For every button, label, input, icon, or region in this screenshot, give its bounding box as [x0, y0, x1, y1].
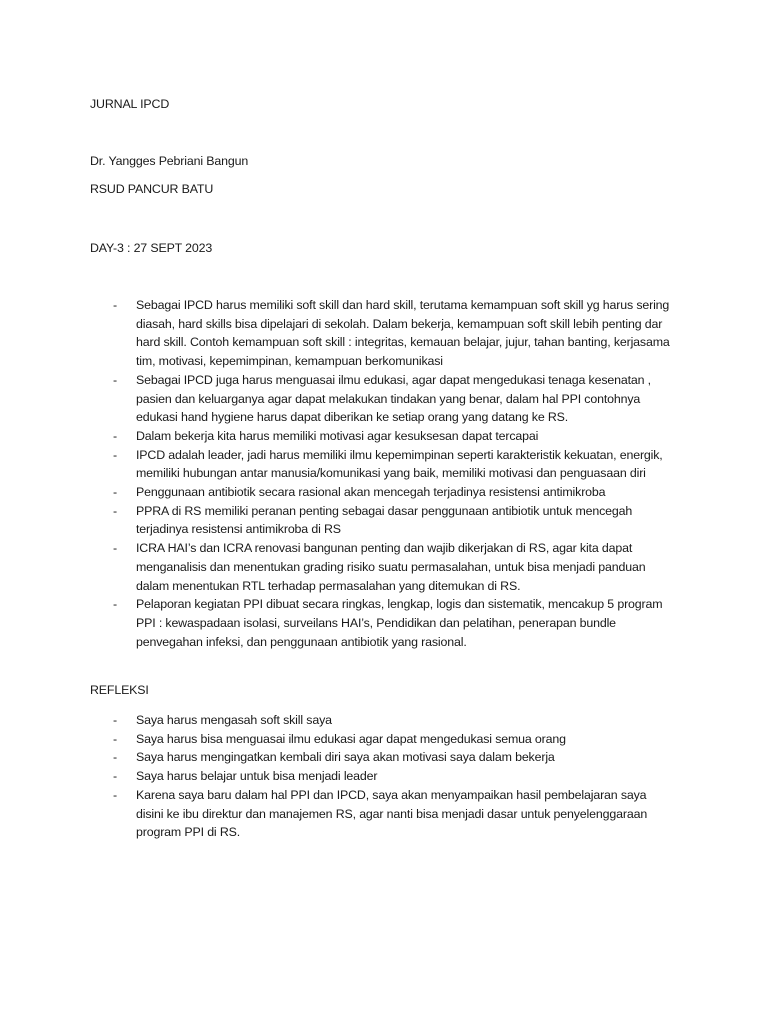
list-item — [0, 296, 676, 371]
bullet-dash: - — [113, 503, 117, 518]
list-item-text: Saya harus mengasah soft skill saya — [136, 713, 332, 727]
list-item-text: Saya harus belajar untuk bisa menjadi leader — [136, 769, 378, 784]
bullet-dash: - — [113, 731, 117, 746]
list-item — [0, 446, 676, 483]
bullet-dash: - — [113, 447, 117, 462]
bullet-dash: - — [113, 713, 117, 727]
reflection-heading: REFLEKSI — [90, 683, 149, 697]
list-item — [0, 711, 676, 730]
list-item — [0, 595, 676, 651]
document-title: JURNAL IPCD — [90, 97, 170, 111]
list-item-text: Penggunaan antibiotik secara rasional akan mencegah terjadinya resistensi antimikroba — [136, 485, 606, 500]
list-item — [0, 748, 676, 767]
list-item — [0, 483, 676, 502]
bullet-dash: - — [113, 541, 117, 556]
list-item-text: Sebagai IPCD juga harus menguasai ilmu edukasi, agar dapat mengedukasi tenaga kesenatan , pasien dan keluarganya agar dapat melakukan tindakan yang benar, dalam hal PPI contohnya edukasi hand hygiene harus dapat diberikan ke setiap orang yang datang ke RS. — [136, 372, 651, 425]
list-item — [0, 371, 676, 427]
bullet-dash: - — [113, 597, 117, 612]
list-item — [0, 539, 676, 595]
list-item-text: Sebagai IPCD harus memiliki soft skill dan hard skill, terutama kemampuan soft skill yg harus sering diasah, hard skills bisa dipelajari di sekolah. Dalam bekerja, kemampuan soft skill lebih penting dar hard skill. Contoh kemampuan soft skill : integritas, kemauan belajar, jujur, tahan banting, kerjasama tim, motivasi, kepemimpinan, kemampuan berkomunikasi — [136, 298, 670, 369]
list-item-text: IPCD adalah leader, jadi harus memiliki ilmu kepemimpinan seperti karakteristik kekuatan, energik, memiliki hubungan antar manusia/komunikasi yang baik, memiliki motivasi dan penguasaan diri — [136, 447, 663, 481]
list-item-text: Saya harus mengingatkan kembali diri saya akan motivasi saya dalam bekerja — [136, 750, 555, 765]
list-item-text: Dalam bekerja kita harus memiliki motivasi agar kesuksesan dapat tercapai — [136, 428, 539, 443]
bullet-dash: - — [113, 372, 117, 387]
bullet-dash: - — [113, 485, 117, 500]
list-item-text: Pelaporan kegiatan PPI dibuat secara ringkas, lengkap, logis dan sistematik, mencakup 5 program PPI : kewaspadaan isolasi, surveilans HAI’s, Pendidikan dan pelatihan, penerapan bundle penvegahan infeksi, dan penggunaan antibiotik yang rasional. — [136, 597, 663, 649]
institution-name: RSUD PANCUR BATU — [90, 182, 214, 196]
reflection-list — [0, 711, 768, 842]
list-item — [0, 767, 676, 786]
list-item-text: ICRA HAI’s dan ICRA renovasi bangunan penting dan wajib dikerjakan di RS, agar kita dapat menganalisis dan menentukan grading risiko suatu permasalahan, untuk bisa menjadi panduan dalam menentukan RTL terhadap permasalahan yang ditemukan di RS. — [136, 541, 646, 593]
list-item-text: Saya harus bisa menguasai ilmu edukasi agar dapat mengedukasi semua orang — [136, 731, 566, 746]
learning-points-list — [0, 296, 768, 651]
bullet-dash: - — [113, 428, 117, 443]
bullet-dash: - — [113, 787, 117, 802]
list-item-text: PPRA di RS memiliki peranan penting sebagai dasar penggunaan antibiotik untuk mencegah terjadinya resistensi antimikroba di RS — [136, 503, 633, 537]
list-item — [0, 786, 676, 842]
bullet-dash: - — [113, 750, 117, 765]
list-item — [0, 427, 676, 446]
list-item — [0, 730, 676, 749]
author-name: Dr. Yangges Pebriani Bangun — [90, 154, 249, 168]
list-item — [0, 502, 676, 539]
date-line: DAY-3 : 27 SEPT 2023 — [90, 241, 213, 255]
bullet-dash: - — [113, 298, 117, 312]
list-item-text: Karena saya baru dalam hal PPI dan IPCD, saya akan menyampaikan hasil pembelajaran saya disini ke ibu direktur dan manajemen RS, agar nanti bisa menjadi dasar untuk penyelenggaraan program PPI di RS. — [136, 787, 648, 840]
bullet-dash: - — [113, 769, 117, 784]
